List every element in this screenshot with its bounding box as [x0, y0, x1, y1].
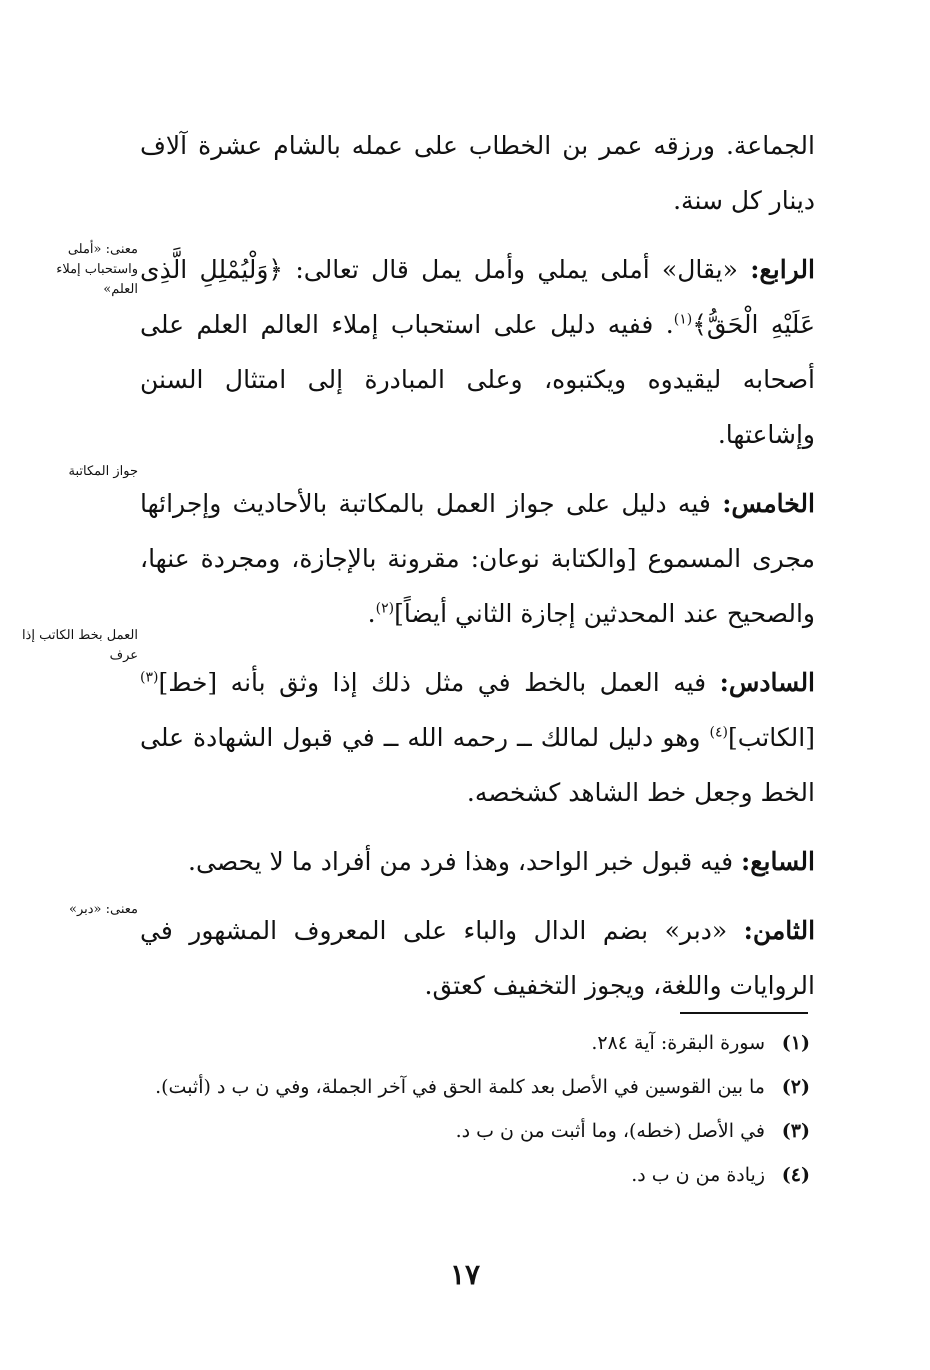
paragraph-lead: الرابع:	[750, 255, 815, 284]
paragraph-seventh	[140, 834, 815, 889]
footnote	[130, 1026, 810, 1060]
footnote-ref[interactable]: (٤)	[709, 724, 728, 741]
paragraph-lead: السابع:	[741, 847, 815, 876]
footnote-text: في الأصل (خطه)، وما أثبت من ن ب د.	[455, 1120, 765, 1142]
paragraph-sixth	[140, 655, 815, 820]
footnote-divider	[680, 1012, 808, 1014]
margin-note: معنى: «أملى واستحباب إملاء العلم»	[56, 242, 138, 297]
body-text	[140, 118, 815, 1027]
footnote-number: (١)	[781, 1032, 810, 1054]
margin-note: العمل بخط الكاتب إذا عرف	[21, 628, 138, 663]
paragraph-eighth	[140, 903, 815, 1013]
paragraph-text: فيه قبول خبر الواحد، وهذا فرد من أفراد ما لا يحصى.	[188, 847, 734, 876]
paragraph-lead: الثامن:	[743, 916, 816, 945]
paragraph-text-after: .	[367, 599, 376, 628]
paragraph-text-after: . ففيه دليل على استحباب إملاء العالم العلم على أصحابه ليقيدوه ويكتبوه، وعلى المبادرة إلى امتثال السنن وإشاعتها.	[140, 310, 815, 449]
footnote	[130, 1114, 810, 1148]
paragraph-text: «دبر» بضم الدال والباء على المعروف المشهور في الروايات واللغة، ويجوز التخفيف كعتق.	[140, 916, 815, 1000]
footnote-text: زيادة من ن ب د.	[631, 1164, 765, 1186]
footnote-number: (٤)	[781, 1164, 810, 1186]
paragraph-text-after: وهو دليل لمالك ــ رحمه الله ــ في قبول الشهادة على الخط وجعل خط الشاهد كشخصه.	[140, 723, 815, 807]
paragraph-lead: الخامس:	[722, 489, 815, 518]
footnote-text: ما بين القوسين في الأصل بعد كلمة الحق في آخر الجملة، وفي ن ب د (أثبت).	[155, 1076, 765, 1098]
footnote	[130, 1158, 810, 1192]
paragraph-text: فيه العمل بالخط في مثل ذلك إذا وثق بأنه [خط]	[158, 668, 707, 697]
footnote	[130, 1070, 810, 1104]
paragraph-text: الجماعة. ورزقه عمر بن الخطاب على عمله بالشام عشرة آلاف دينار كل سنة.	[140, 131, 815, 215]
footnote-number: (٢)	[781, 1076, 810, 1098]
footnote-number: (٣)	[781, 1120, 810, 1142]
paragraph-fifth	[140, 476, 815, 641]
footnote-ref[interactable]: (٣)	[140, 669, 159, 686]
footnotes	[130, 1026, 810, 1202]
paragraph-text: فيه دليل على جواز العمل بالمكاتبة بالأحاديث وإجرائها مجرى المسموع [والكتابة نوعان: مقرونة بالإجازة، ومجردة عنها، والصحيح عند المحدثين إجازة الثاني أيضاً]	[140, 489, 815, 628]
paragraph-intro	[140, 118, 815, 228]
footnote-text: سورة البقرة: آية ٢٨٤.	[591, 1032, 765, 1054]
margin-note: معنى: «دبر»	[69, 902, 138, 917]
paragraph-text: «يقال» أملى يملي وأمل يمل قال تعالى: ﴿وَلْيُمْلِلِ الَّذِى عَلَيْهِ الْحَقُّ﴾	[140, 255, 815, 339]
footnote-ref[interactable]: (١)	[673, 311, 693, 328]
margin-note: جواز المكاتبة	[68, 464, 138, 479]
paragraph-lead: السادس:	[719, 668, 816, 697]
paragraph-fourth	[140, 242, 815, 462]
footnote-ref[interactable]: (٢)	[375, 600, 395, 617]
paragraph-text-after: [الكاتب]	[728, 723, 815, 752]
page-number: ١٧	[449, 1258, 481, 1291]
